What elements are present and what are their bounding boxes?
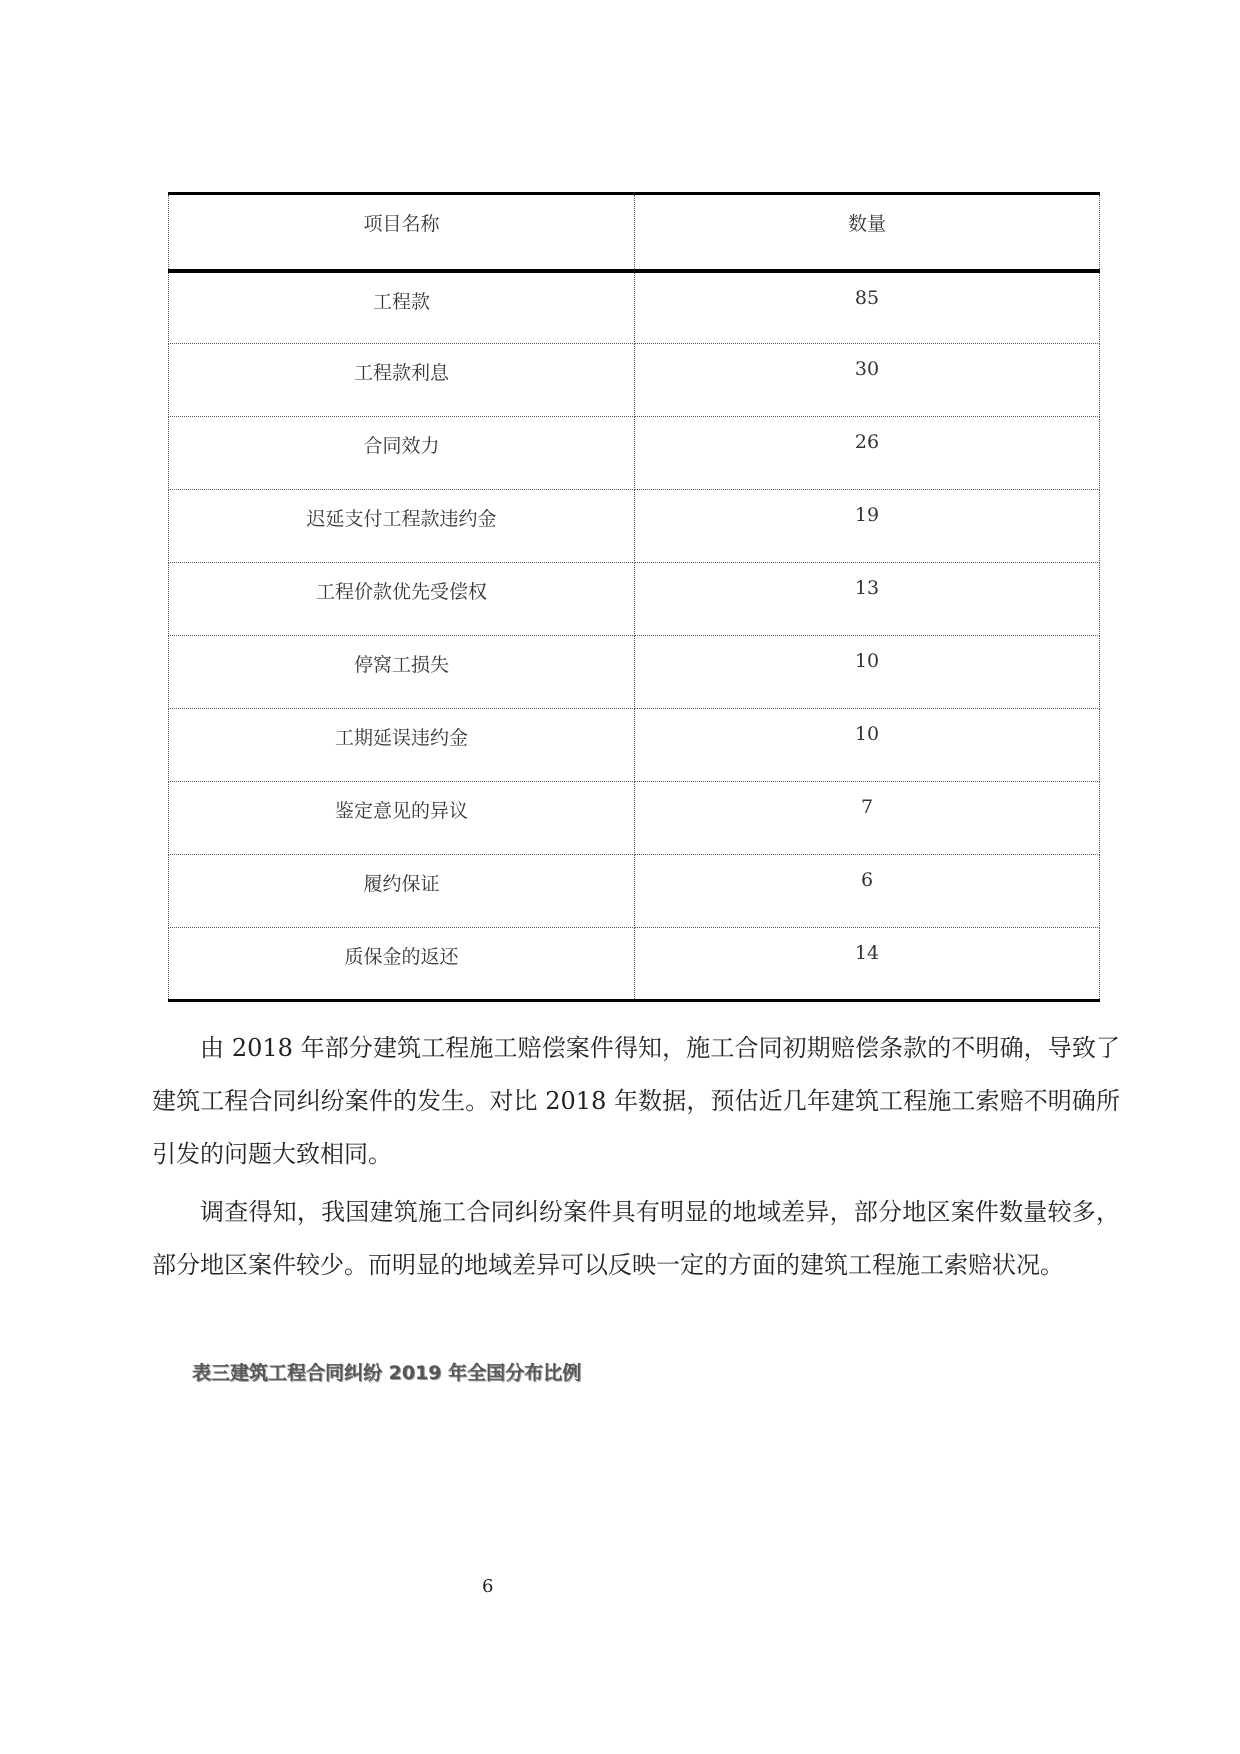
cell-count: 19 bbox=[635, 490, 1100, 563]
cell-item-name: 工程价款优先受偿权 bbox=[169, 563, 635, 636]
cell-item-name: 质保金的返还 bbox=[169, 928, 635, 1001]
cell-count: 7 bbox=[635, 782, 1100, 855]
table-caption: 表三建筑工程合同纠纷 2019 年全国分布比例 bbox=[192, 1362, 582, 1384]
cell-count: 10 bbox=[635, 709, 1100, 782]
table-row bbox=[169, 782, 1100, 855]
page-number: 6 bbox=[482, 1576, 494, 1597]
cell-count: 30 bbox=[635, 344, 1100, 417]
cell-item-name: 工期延误违约金 bbox=[169, 709, 635, 782]
paragraph-1: 由 2018 年部分建筑工程施工赔偿案件得知，施工合同初期赔偿条款的不明确，导致了建筑工程合同纠纷案件的发生。对比 2018 年数据，预估近几年建筑工程施工索赔不明确所引发的问题大致相同。 bbox=[152, 1034, 1120, 1168]
paragraph-2: 调查得知，我国建筑施工合同纠纷案件具有明显的地域差异，部分地区案件数量较多，部分地区案件较少。而明显的地域差异可以反映一定的方面的建筑工程施工索赔状况。 bbox=[152, 1198, 1120, 1279]
table-row bbox=[169, 490, 1100, 563]
cell-count: 6 bbox=[635, 855, 1100, 928]
table-row bbox=[169, 855, 1100, 928]
cell-item-name: 鉴定意见的异议 bbox=[169, 782, 635, 855]
table-row bbox=[169, 928, 1100, 1001]
cell-item-name: 工程款 bbox=[169, 271, 635, 344]
cell-count: 85 bbox=[635, 271, 1100, 344]
cell-count: 26 bbox=[635, 417, 1100, 490]
header-count: 数量 bbox=[635, 194, 1100, 271]
table-row bbox=[169, 271, 1100, 344]
claims-table bbox=[168, 192, 1100, 1002]
table-row bbox=[169, 709, 1100, 782]
table-row bbox=[169, 563, 1100, 636]
table-row bbox=[169, 636, 1100, 709]
cell-item-name: 迟延支付工程款违约金 bbox=[169, 490, 635, 563]
cell-item-name: 工程款利息 bbox=[169, 344, 635, 417]
cell-count: 13 bbox=[635, 563, 1100, 636]
cell-item-name: 停窝工损失 bbox=[169, 636, 635, 709]
cell-count: 14 bbox=[635, 928, 1100, 1001]
cell-item-name: 履约保证 bbox=[169, 855, 635, 928]
table-row bbox=[169, 344, 1100, 417]
cell-item-name: 合同效力 bbox=[169, 417, 635, 490]
cell-count: 10 bbox=[635, 636, 1100, 709]
header-item-name: 项目名称 bbox=[169, 194, 635, 271]
table-row bbox=[169, 417, 1100, 490]
table-header-row bbox=[169, 194, 1100, 271]
